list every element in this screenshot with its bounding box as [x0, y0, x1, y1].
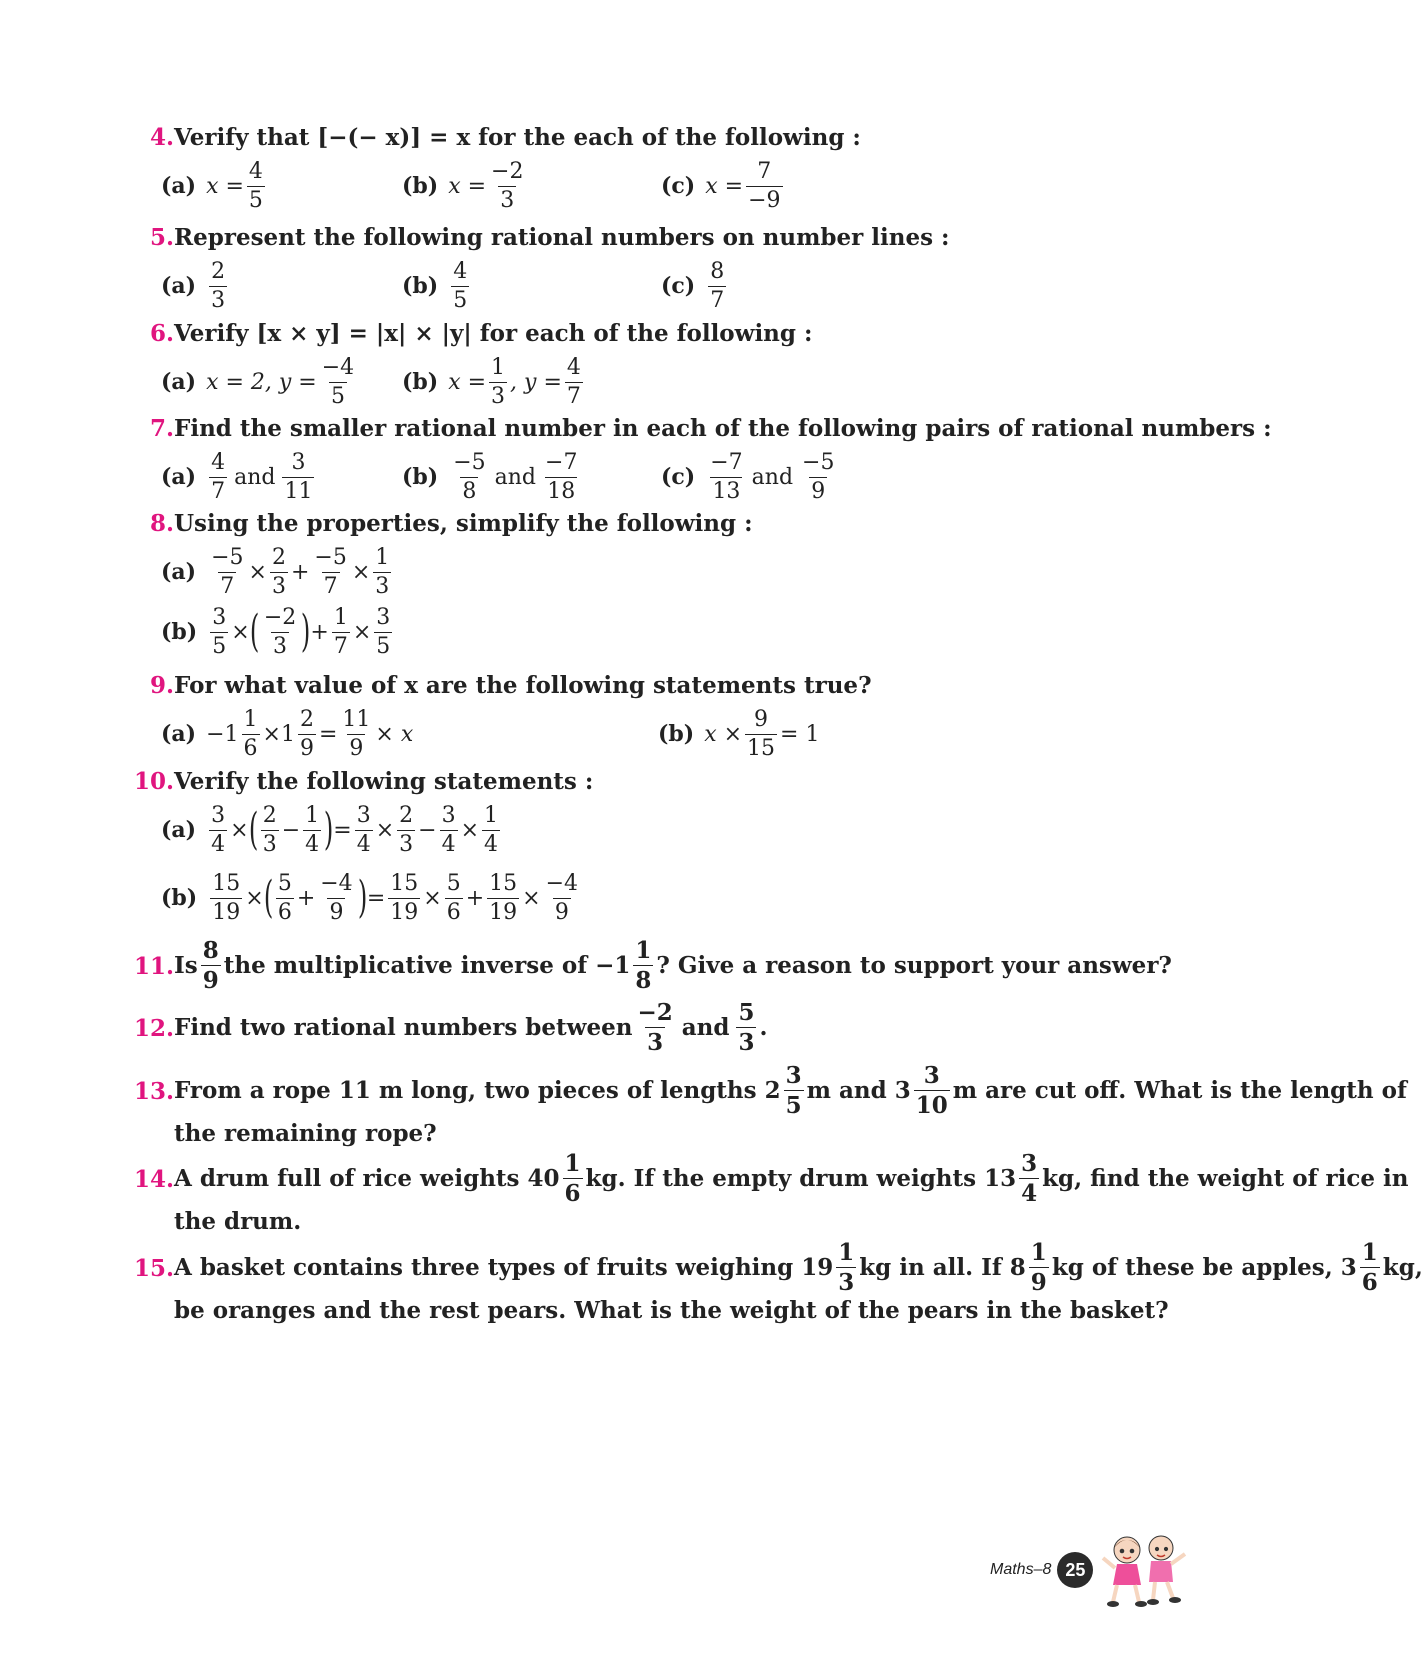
question-number: 13. — [133, 1078, 174, 1105]
option-b: (b) x × $\frac{9}{15}$ = 1 — [658, 706, 820, 761]
question-text: Is 8 9 the multiplicative inverse of −1 1 8 ? Give a reason to support your answer? — [174, 936, 1172, 994]
fraction: $\frac{-2}{3}$ — [491, 158, 524, 213]
question-number: 10. — [133, 768, 174, 795]
question-text: From a rope 11 m long, two pieces of lengths 2 3 5 m and 3 3 10 m are cut off. What is the length of — [174, 1061, 1407, 1119]
page-number: 25 — [1057, 1552, 1093, 1588]
fraction: $\frac{-4}{5}$ — [321, 354, 355, 409]
question-number: 15. — [133, 1255, 174, 1282]
question-number: 4. — [149, 124, 174, 151]
question-number: 8. — [149, 510, 174, 537]
question-number: 14. — [133, 1166, 174, 1193]
fraction: $\frac{4}{5}$ — [248, 158, 263, 213]
option-c: (c) −7 13 and −5 9 — [661, 449, 835, 504]
question-stem: Find the smaller rational number in each of the following pairs of rational numbers : — [174, 415, 1272, 442]
option-c: (c) 8 7 — [661, 258, 725, 313]
question-text: Find two rational numbers between −2 3 and 5 3 . — [174, 998, 768, 1056]
question-stem: For what value of x are the following statements true? — [174, 672, 872, 699]
fraction: 2 3 — [211, 258, 226, 313]
question-stem: Represent the following rational numbers on number lines : — [174, 224, 950, 251]
option-a: (a) $\frac{-5}{7}$ × $\frac{2}{3}$ + $\frac{-5}{7}$ × $\frac{1}{3}$ — [161, 544, 390, 599]
question-stem: Verify the following statements : — [174, 768, 594, 795]
fraction: −5 8 — [453, 449, 486, 504]
page-footer — [990, 1530, 1189, 1610]
fraction: 4 7 — [211, 449, 226, 504]
question-text-continued: the remaining rope? — [174, 1120, 437, 1147]
question-number: 9. — [149, 672, 174, 699]
fraction: $\frac{4}{7}$ — [566, 354, 581, 409]
subject-label: Maths–8 — [990, 1561, 1052, 1578]
question-stem: Verify that [−(− x)] = x for the each of the following : — [174, 124, 861, 151]
question-stem: Verify [x × y] = |x| × |y| for each of the following : — [174, 320, 813, 347]
fraction: $\frac{7}{-9}$ — [748, 158, 781, 213]
option-a: (a) 2 3 — [161, 258, 226, 313]
option-b: (b) 4 5 — [402, 258, 468, 313]
fraction: 8 7 — [710, 258, 725, 313]
question-number: 5. — [149, 224, 174, 251]
option-b: (b) x = $\frac{1}{3}$ , y = $\frac{4}{7}$ — [402, 354, 581, 409]
fraction: −5 9 — [802, 449, 835, 504]
option-b: (b) x = $\frac{-2}{3}$ — [402, 158, 524, 213]
question-number: 12. — [133, 1015, 174, 1042]
option-c: (c) x = $\frac{7}{-9}$ — [661, 158, 781, 213]
question-number: 11. — [133, 953, 174, 980]
option-a: (a) 4 7 and 3 11 — [161, 449, 313, 504]
option-a: (a) $\frac{3}{4}$ × ( 2 3 − $\frac{1}{4}$ ) = $\frac{3}{4}$ × $\frac{2}{3}$ − $\frac{3}{4}$ × $\frac{1}{4}$ — [161, 802, 499, 857]
option-a: (a) x = 2, y = $\frac{-4}{5}$ — [161, 354, 355, 409]
fraction: $\frac{1}{3}$ — [491, 354, 506, 409]
option-b: (b) $\frac{15}{19}$ × ( 5 6 + $\frac{-4}{9}$ ) = $\frac{15}{19}$ × $\frac{5}{6}$ + $\frac{15}{19}$ × $\frac{-4}{9}$ — [161, 870, 579, 925]
question-number: 6. — [149, 320, 174, 347]
question-text: A basket contains three types of fruits weighing 19 1 3 kg in all. If 8 1 9 kg of these be apples, 3 1 6 kg, — [174, 1238, 1423, 1296]
option-a: (a) x = $\frac{4}{5}$ — [161, 158, 263, 213]
question-text: A drum full of rice weights 40 1 6 kg. If the empty drum weights 13 3 4 kg, find the weight of rice in — [174, 1149, 1409, 1207]
fraction: −7 13 — [710, 449, 743, 504]
fraction: 3 11 — [284, 449, 313, 504]
option-a: (a) −1 $\frac{1}{6}$ × 1 $\frac{2}{9}$ = $\frac{11}{9}$ × x — [161, 706, 414, 761]
fraction: −7 18 — [545, 449, 578, 504]
question-stem: Using the properties, simplify the following : — [174, 510, 753, 537]
fraction: 4 5 — [453, 258, 468, 313]
question-number: 7. — [149, 415, 174, 442]
option-b: (b) −5 8 and −7 18 — [402, 449, 578, 504]
question-text-continued: be oranges and the rest pears. What is the weight of the pears in the basket? — [174, 1297, 1169, 1324]
question-text-continued: the drum. — [174, 1208, 302, 1235]
kids-mascot-icon — [1099, 1530, 1189, 1610]
option-b: (b) $\frac{3}{5}$ × ( −2 3 ) + $\frac{1}{7}$ × $\frac{3}{5}$ — [161, 604, 391, 659]
